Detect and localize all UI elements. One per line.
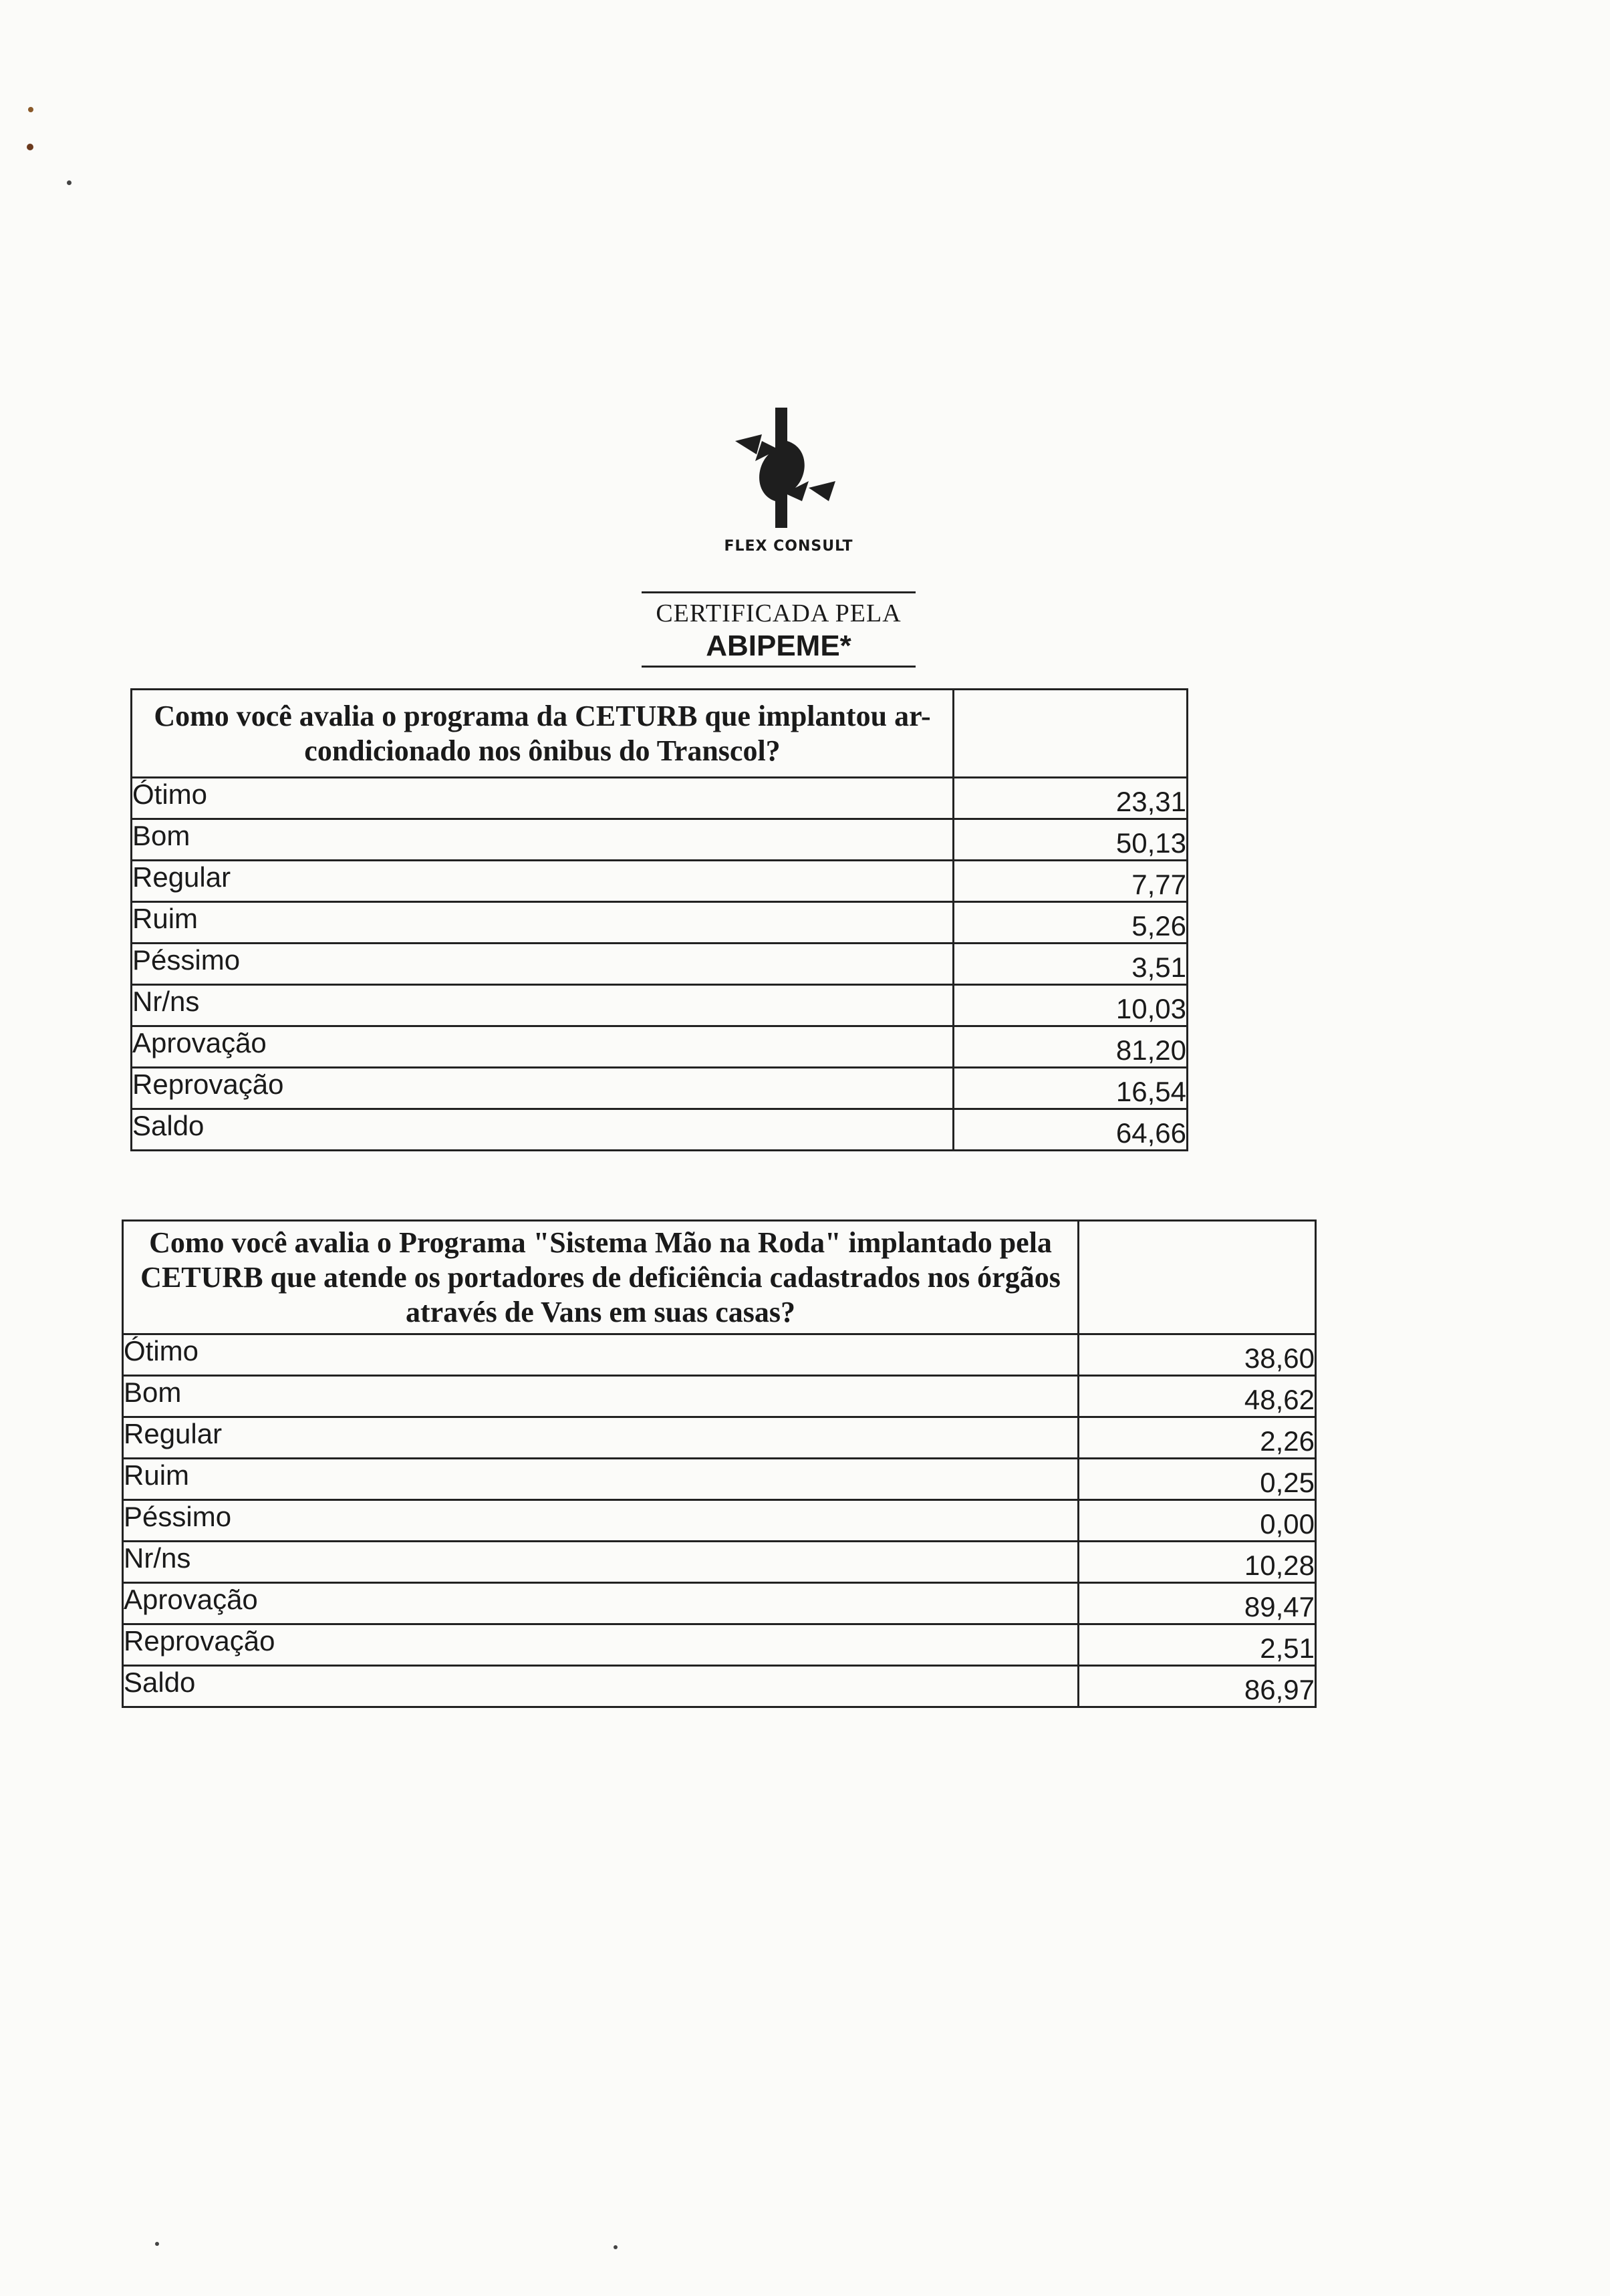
row-value: 7,77 — [954, 861, 1188, 902]
row-value: 10,03 — [954, 985, 1188, 1026]
table-row — [123, 1417, 1316, 1459]
table-row — [123, 1666, 1316, 1707]
table-row — [132, 1109, 1188, 1151]
table-row — [123, 1500, 1316, 1542]
row-label: Ótimo — [123, 1334, 1079, 1376]
survey-table-1 — [130, 688, 1188, 1151]
row-value: 2,51 — [1079, 1624, 1316, 1666]
divider — [642, 666, 916, 668]
row-label: Ruim — [132, 902, 954, 944]
table-row — [132, 985, 1188, 1026]
row-label: Saldo — [132, 1109, 954, 1151]
row-value: 38,60 — [1079, 1334, 1316, 1376]
row-value: 2,26 — [1079, 1417, 1316, 1459]
logo-text: FLEX CONSULT — [724, 538, 853, 555]
scan-speck — [67, 180, 72, 185]
row-label: Péssimo — [123, 1500, 1079, 1542]
table-row — [123, 1459, 1316, 1500]
row-label: Reprovação — [123, 1624, 1079, 1666]
row-value: 81,20 — [954, 1026, 1188, 1068]
row-value: 50,13 — [954, 819, 1188, 861]
survey-table-2 — [122, 1219, 1317, 1708]
empty-header-cell — [1079, 1221, 1316, 1334]
certified-by-label: CERTIFICADA PELA — [656, 599, 902, 627]
scan-speck — [27, 144, 33, 150]
certifier-name: ABIPEME* — [706, 629, 851, 662]
row-value: 23,31 — [954, 778, 1188, 819]
divider — [642, 591, 916, 593]
row-label: Bom — [123, 1376, 1079, 1417]
row-label: Nr/ns — [123, 1542, 1079, 1583]
certification-block — [642, 591, 916, 668]
row-label: Aprovação — [123, 1583, 1079, 1624]
row-value: 0,25 — [1079, 1459, 1316, 1500]
row-label: Saldo — [123, 1666, 1079, 1707]
table-row — [132, 778, 1188, 819]
row-value: 16,54 — [954, 1068, 1188, 1109]
scan-speck — [155, 2242, 159, 2246]
table-row — [132, 902, 1188, 944]
row-value: 3,51 — [954, 944, 1188, 985]
row-label: Bom — [132, 819, 954, 861]
table-row — [123, 1376, 1316, 1417]
table-row — [132, 1026, 1188, 1068]
table-row — [132, 944, 1188, 985]
row-label: Ruim — [123, 1459, 1079, 1500]
row-label: Péssimo — [132, 944, 954, 985]
row-label: Reprovação — [132, 1068, 954, 1109]
question-cell: Como você avalia o programa da CETURB que implantou ar-condicionado nos ônibus do Transcol? — [132, 690, 954, 778]
row-label: Aprovação — [132, 1026, 954, 1068]
row-value: 89,47 — [1079, 1583, 1316, 1624]
row-label: Ótimo — [132, 778, 954, 819]
row-value: 64,66 — [954, 1109, 1188, 1151]
row-value: 0,00 — [1079, 1500, 1316, 1542]
table-row — [123, 1583, 1316, 1624]
row-label: Regular — [132, 861, 954, 902]
scan-speck — [28, 107, 33, 112]
empty-header-cell — [954, 690, 1188, 778]
row-value: 86,97 — [1079, 1666, 1316, 1707]
row-value: 5,26 — [954, 902, 1188, 944]
question-cell: Como você avalia o Programa "Sistema Mão na Roda" implantado pela CETURB que atende os portadores de deficiência cadastrados nos órgãos através de Vans em suas casas? — [123, 1221, 1079, 1334]
table-row — [123, 1334, 1316, 1376]
table-row — [123, 1624, 1316, 1666]
row-value: 48,62 — [1079, 1376, 1316, 1417]
flex-consult-logo — [708, 401, 855, 535]
table-row — [132, 819, 1188, 861]
table-row — [132, 861, 1188, 902]
row-label: Nr/ns — [132, 985, 954, 1026]
row-label: Regular — [123, 1417, 1079, 1459]
table-row — [132, 1068, 1188, 1109]
row-value: 10,28 — [1079, 1542, 1316, 1583]
scan-speck — [614, 2245, 618, 2249]
table-row — [123, 1542, 1316, 1583]
